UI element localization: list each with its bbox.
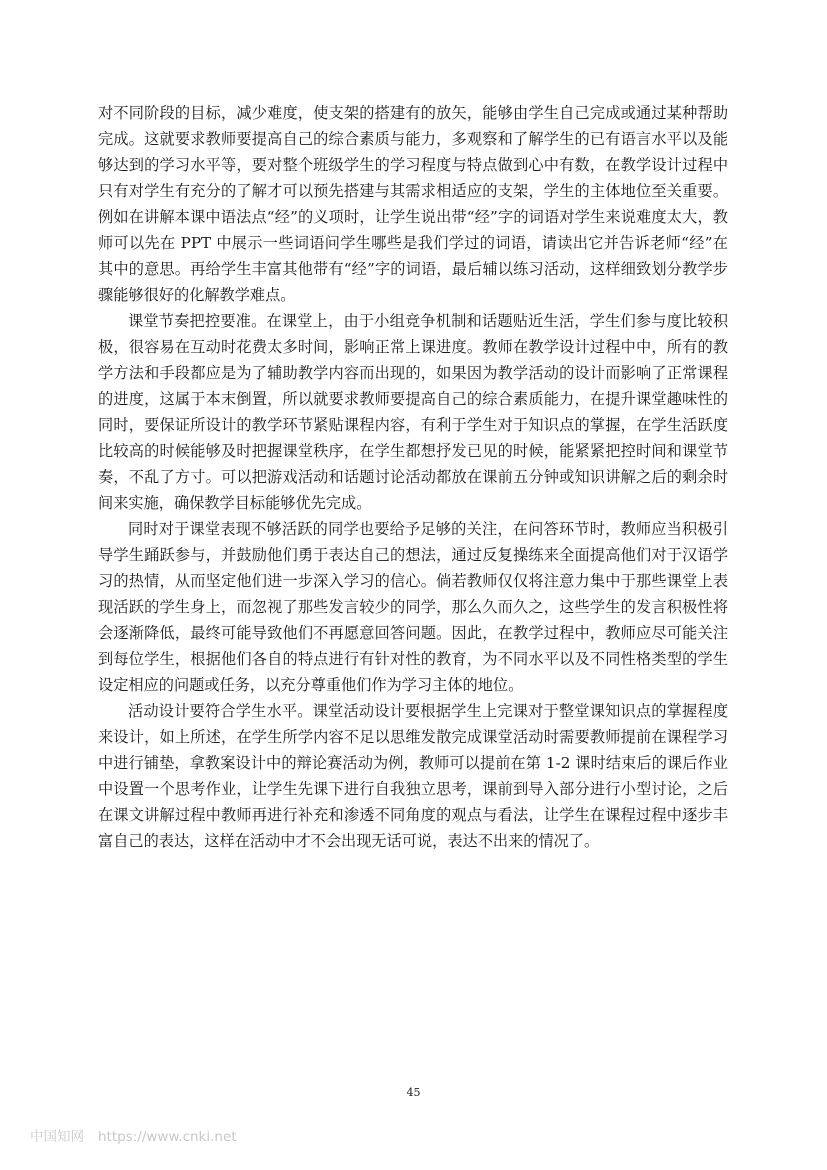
paragraph-3: 同时对于课堂表现不够活跃的同学也要给予足够的关注，在问答环节时，教师应当积极引导学生踊跃参与，并鼓励他们勇于表达自己的想法，通过反复操练来全面提高他们对于汉语学习的热情，从而坚定他们进一步深入学习的信心。倘若教师仅仅将注意力集中于那些课堂上表现活跃的学生身上，而忽视了那些发言较少的同学，那么久而久之，这些学生的发言积极性将会逐渐降低，最终可能导致他们不再愿意回答问题。因此，在教学过程中，教师应尽可能关注到每位学生，根据他们各自的特点进行有针对性的教育，为不同水平以及不同性格类型的学生设定相应的问题或任务，以充分尊重他们作为学习主体的地位。: [98, 520, 728, 694]
paragraph-2: 课堂节奏把控要准。在课堂上，由于小组竞争机制和话题贴近生活，学生们参与度比较积极，很容易在互动时花费太多时间，影响正常上课进度。教师在教学设计过程中中，所有的教学方法和手段都应是为了辅助教学内容而出现的，如果因为教学活动的设计而影响了正常课程的进度，这属于本末倒置，所以就要求教师要提高自己的综合素质能力，在提升课堂趣味性的同时，要保证所设计的教学环节紧贴课程内容，有利于学生对于知识点的掌握，在学生活跃度比较高的时候能够及时把握课堂秩序，在学生都想抒发已见的时候，能紧紧把控时间和课堂节奏，不乱了方寸。可以把游戏活动和话题讨论活动都放在课前五分钟或知识讲解之后的剩余时间来实施，确保教学目标能够优先完成。: [98, 312, 728, 512]
page-number: 45: [406, 1086, 421, 1099]
watermark-url: https://www.cnki.net: [98, 1129, 237, 1145]
body-text: [98, 100, 728, 854]
cnki-watermark: [30, 1128, 237, 1146]
watermark-brand: 中国知网: [30, 1129, 84, 1145]
paragraph-4: 活动设计要符合学生水平。课堂活动设计要根据学生上完课对于整堂课知识点的掌握程度来设计，如上所述，在学生所学内容不足以思维发散完成课堂活动时需要教师提前在课程学习中进行铺垫，拿教案设计中的辩论赛活动为例，教师可以提前在第 1-2 课时结束后的课后作业中设置一个思考作业，让学生先课下进行自我独立思考，课前到导入部分进行小型讨论，之后在课文讲解过程中教师再进行补充和渗透不同角度的观点与看法，让学生在课程过程中逐步丰富自己的表达，这样在活动中才不会出现无话可说，表达不出来的情况了。: [98, 702, 728, 850]
paragraph-1: 对不同阶段的目标，减少难度，使支架的搭建有的放矢，能够由学生自己完成或通过某种帮助完成。这就要求教师要提高自己的综合素质与能力，多观察和了解学生的已有语言水平以及能够达到的学习水平等，要对整个班级学生的学习程度与特点做到心中有数，在教学设计过程中只有对学生有充分的了解才可以预先搭建与其需求相适应的支架，学生的主体地位至关重要。例如在讲解本课中语法点“经”的义项时，让学生说出带“经”字的词语对学生来说难度太大，教师可以先在 PPT 中展示一些词语问学生哪些是我们学过的词语，请读出它并告诉老师“经”在其中的意思。再给学生丰富其他带有“经”字的词语，最后辅以练习活动，这样细致划分教学步骤能够很好的化解教学难点。: [98, 104, 728, 304]
